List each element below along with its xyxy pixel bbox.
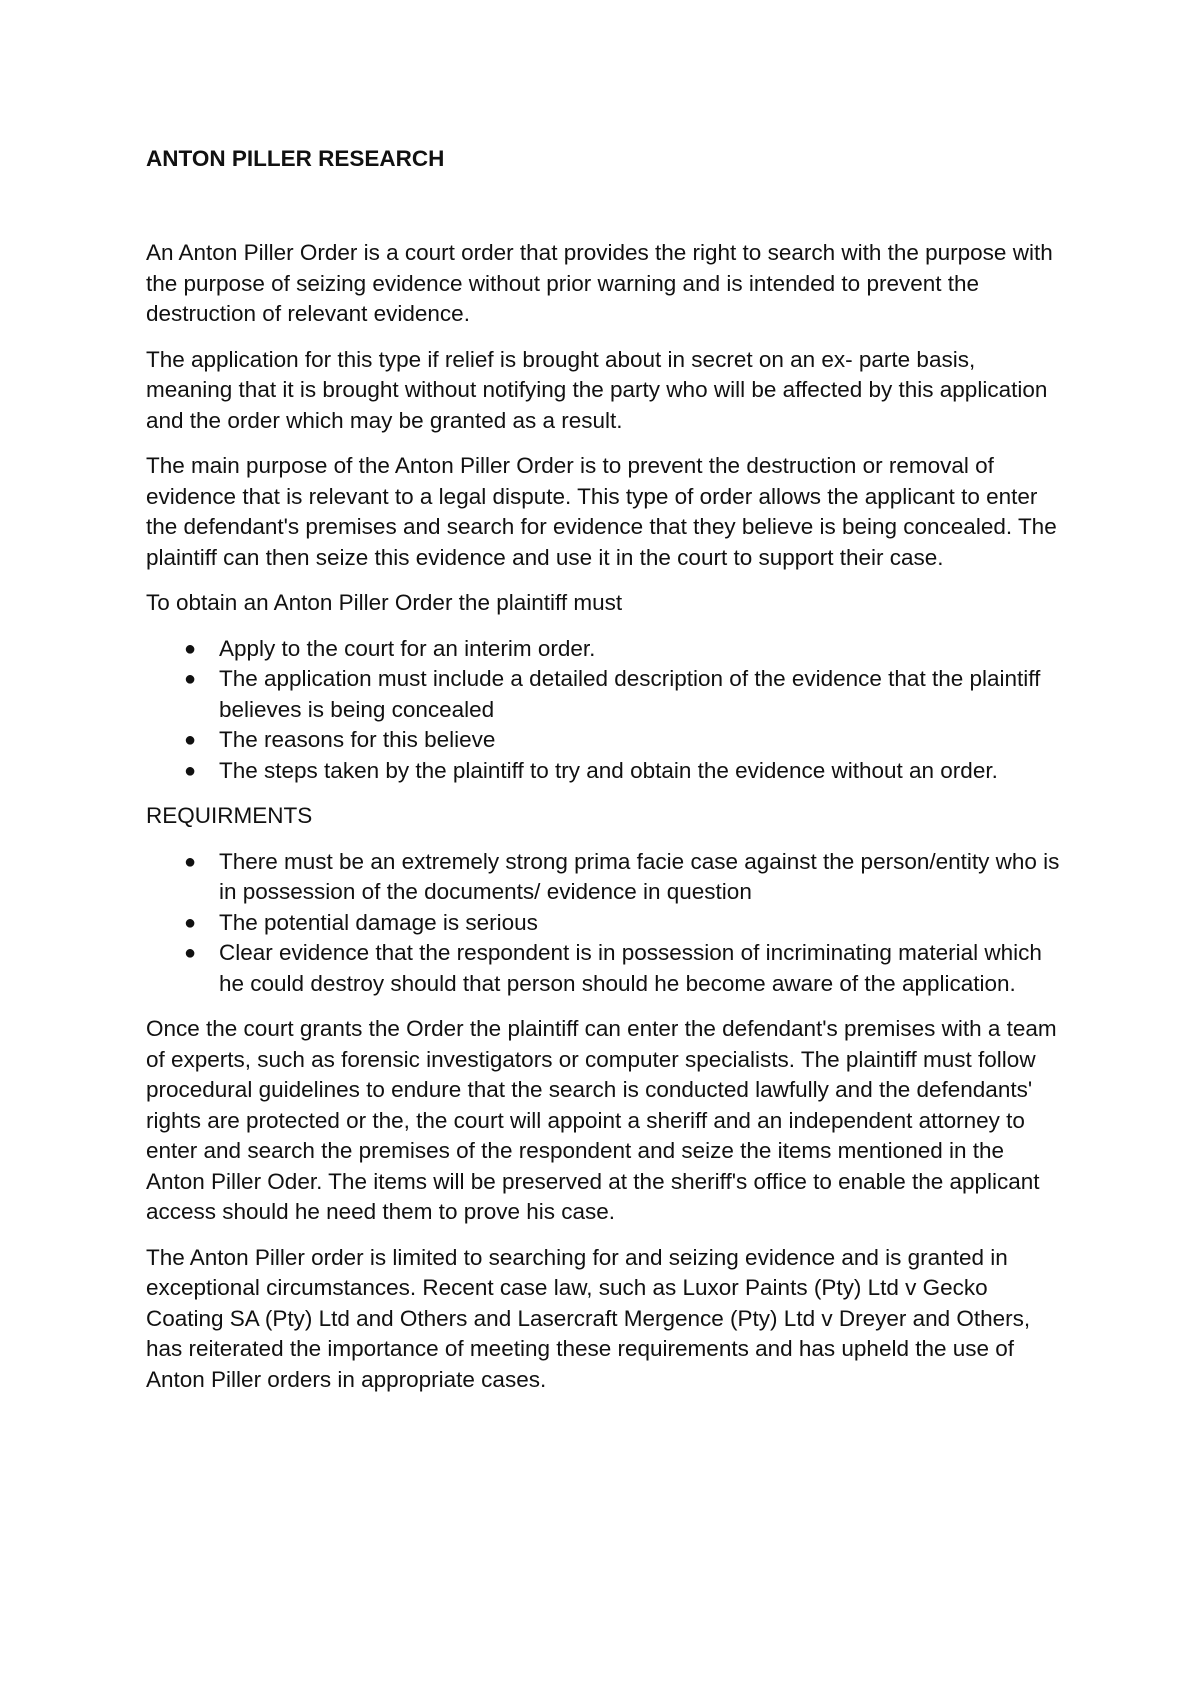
- list-item: [146, 634, 1066, 665]
- list-item: [146, 908, 1066, 939]
- bullet-icon: ●: [184, 942, 197, 964]
- list-item: [146, 725, 1066, 756]
- bullet-icon: ●: [184, 759, 197, 782]
- list-item: [146, 847, 1066, 908]
- bullet-icon: ●: [184, 911, 197, 934]
- paragraph-definition: An Anton Piller Order is a court order that provides the right to search with the purpose with the purpose of seizing evidence without prior warning and is intended to prevent the destruction of relevant evidence.: [146, 240, 1053, 326]
- list-item-text: The steps taken by the plaintiff to try and obtain the evidence without an order.: [219, 757, 998, 783]
- paragraph-main-purpose: The main purpose of the Anton Piller Order is to prevent the destruction or removal of evidence that is relevant to a legal dispute. This type of order allows the applicant to enter the defendant's premises and search for evidence that they believe is being concealed. The plaintiff can then seize this evidence and use it in the court to support their case.: [146, 453, 1057, 570]
- list-item: [146, 938, 1066, 999]
- list-item-text: Clear evidence that the respondent is in possession of incriminating material which he could destroy should that person should he become aware of the application.: [219, 940, 1042, 996]
- paragraph-order-granted: Once the court grants the Order the plaintiff can enter the defendant's premises with a team of experts, such as forensic investigators or computer specialists. The plaintiff must follow procedural guidelines to endure that the search is conducted lawfully and the defendants' rights are protected or the, the court will appoint a sheriff and an independent attorney to enter and search the premises of the respondent and seize the items mentioned in the Anton Piller Oder. The items will be preserved at the sheriff's office to enable the applicant access should he need them to prove his case.: [146, 1016, 1057, 1224]
- document-title: ANTON PILLER RESEARCH: [146, 146, 445, 171]
- list-item: [146, 756, 1066, 787]
- requirements-heading: REQUIRMENTS: [146, 803, 313, 828]
- bullet-icon: ●: [184, 668, 197, 690]
- obtain-order-list: [146, 634, 1066, 787]
- bullet-icon: ●: [184, 637, 197, 660]
- paragraph-case-law: The Anton Piller order is limited to searching for and seizing evidence and is granted in exceptional circumstances. Recent case law, such as Luxor Paints (Pty) Ltd v Gecko Coating SA (Pty) Ltd and Others and Lasercraft Mergence (Pty) Ltd v Dreyer and Others, has reiterated the importance of meeting these requirements and has upheld the use of Anton Piller orders in appropriate cases.: [146, 1244, 1031, 1392]
- paragraph-ex-parte: The application for this type if relief is brought about in secret on an ex- parte basis, meaning that it is brought without notifying the party who will be affected by this application and the order which may be granted as a result.: [146, 346, 1048, 433]
- list-item-text: There must be an extremely strong prima facie case against the person/entity who is in possession of the documents/ evidence in question: [219, 848, 1060, 904]
- list-item-text: The reasons for this believe: [219, 727, 496, 752]
- list-item-text: The application must include a detailed description of the evidence that the plaintiff believes is being concealed: [219, 666, 1041, 722]
- list-item-text: The potential damage is serious: [219, 909, 538, 935]
- requirements-list: [146, 847, 1066, 1000]
- bullet-icon: ●: [184, 850, 197, 873]
- bullet-icon: ●: [184, 729, 197, 751]
- paragraph-obtain-intro: To obtain an Anton Piller Order the plaintiff must: [146, 590, 623, 615]
- list-item: [146, 664, 1066, 725]
- document-body: [146, 144, 1066, 1410]
- list-item-text: Apply to the court for an interim order.: [219, 635, 596, 661]
